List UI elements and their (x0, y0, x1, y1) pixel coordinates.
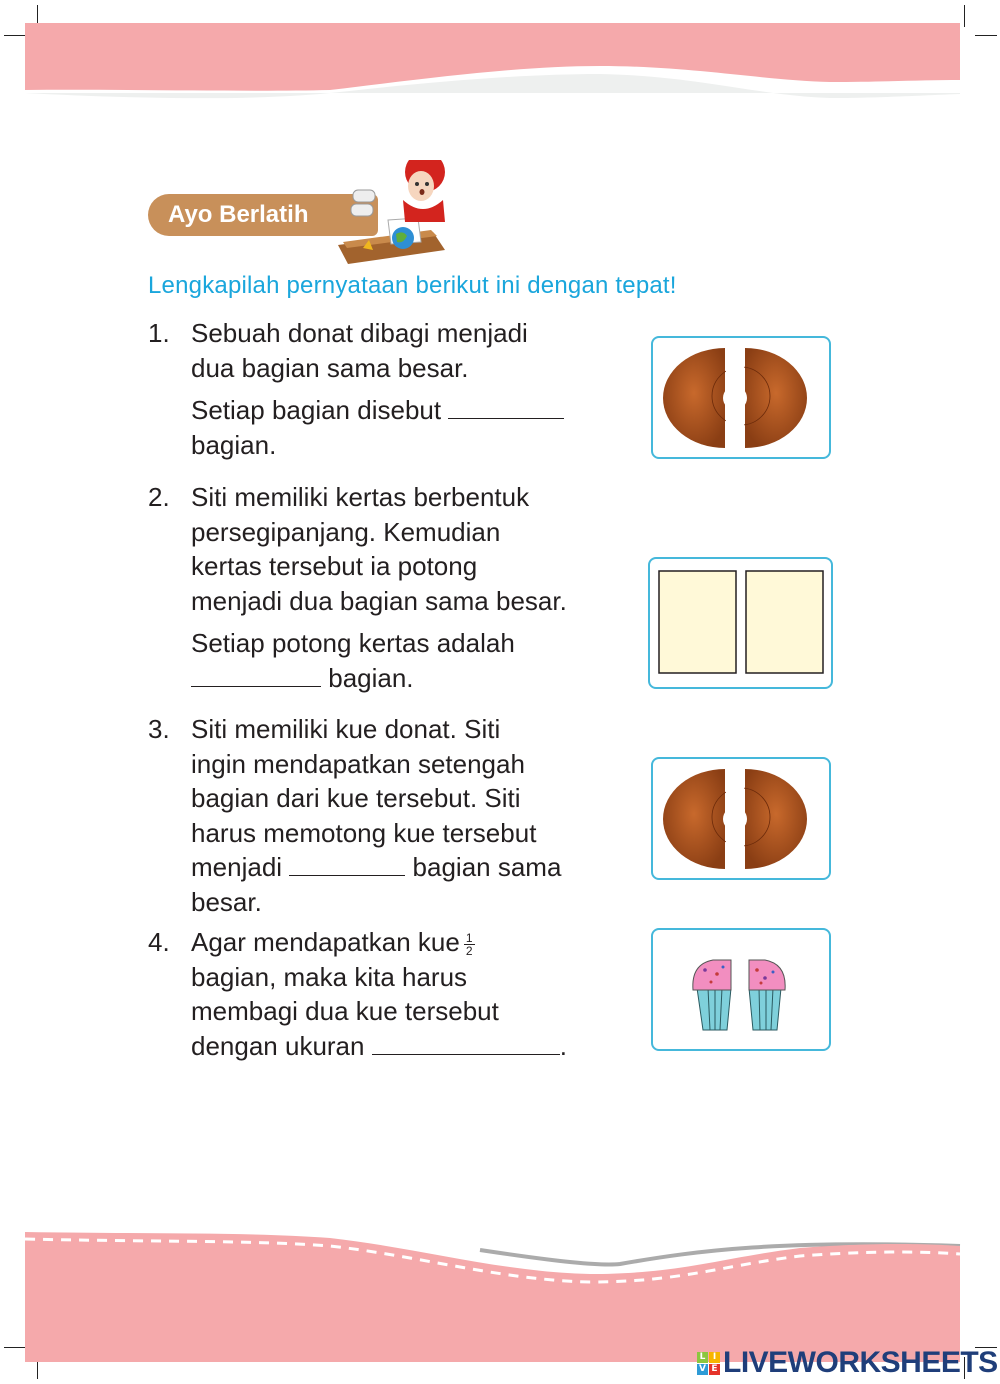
question-text: . (559, 1030, 567, 1061)
instruction-text: Lengkapilah pernyataan berikut ini dengan tepat! (148, 272, 677, 299)
question-number: 2. (148, 482, 170, 512)
question-text: Setiap bagian disebut (191, 395, 442, 425)
question-text: kertas tersebut ia potong (191, 551, 478, 581)
donut-halves-icon (653, 759, 829, 878)
ayo-berlatih-header (148, 160, 458, 270)
question-text: ingin mendapatkan setengah (191, 748, 525, 779)
donut-image-frame (651, 757, 831, 880)
answer-blank-1[interactable] (448, 395, 564, 419)
paper-image-frame (648, 557, 833, 689)
section-badge: Ayo Berlatih (148, 194, 378, 236)
question-text: persegipanjang. Kemudian (191, 516, 501, 547)
question-number: 1. (148, 318, 170, 348)
question-text: Setiap potong kertas adalah (191, 628, 515, 658)
question-text: bagian, maka kita harus (191, 961, 468, 992)
question-text: bagian sama (412, 852, 562, 882)
girl-studying-illustration (333, 160, 448, 270)
answer-blank-2[interactable] (191, 663, 321, 687)
cupcake-halves-icon (653, 930, 829, 1049)
answer-blank-4[interactable] (372, 1031, 560, 1055)
question-text: membagi dua kue tersebut (191, 996, 499, 1026)
question-text: bagian dari kue tersebut. Siti (191, 783, 521, 813)
question-text: Siti memiliki kue donat. Siti (191, 714, 501, 744)
cupcake-image-frame (651, 928, 831, 1051)
question-number: 3. (148, 714, 170, 744)
fraction-one-half: $\frac{1}{2}$ (465, 930, 473, 958)
question-text: bagian. (191, 429, 277, 460)
question-text: dua bagian sama besar. (191, 352, 469, 383)
question-text: dengan ukuran (191, 1030, 365, 1061)
question-text: menjadi (191, 852, 283, 882)
donut-halves-icon (653, 338, 829, 457)
liveworksheets-logo (697, 1346, 998, 1380)
question-text: bagian. (328, 662, 414, 693)
logo-text: LIVEWORKSHEETS (723, 1346, 998, 1379)
donut-image-frame (651, 336, 831, 459)
header-wave-band (0, 0, 1000, 110)
question-text: Agar mendapatkan kue (191, 927, 460, 957)
paper-halves-icon (650, 559, 831, 687)
question-text: Sebuah donat dibagi menjadi (191, 318, 528, 348)
logo-blocks-icon: L I V E (697, 1352, 720, 1375)
question-text: menjadi dua bagian sama besar. (191, 585, 567, 616)
question-text: harus memotong kue tersebut (191, 817, 537, 848)
question-text: besar. (191, 886, 262, 917)
question-number: 4. (148, 927, 170, 957)
answer-blank-3[interactable] (289, 852, 405, 876)
question-text: Siti memiliki kertas berbentuk (191, 482, 530, 512)
